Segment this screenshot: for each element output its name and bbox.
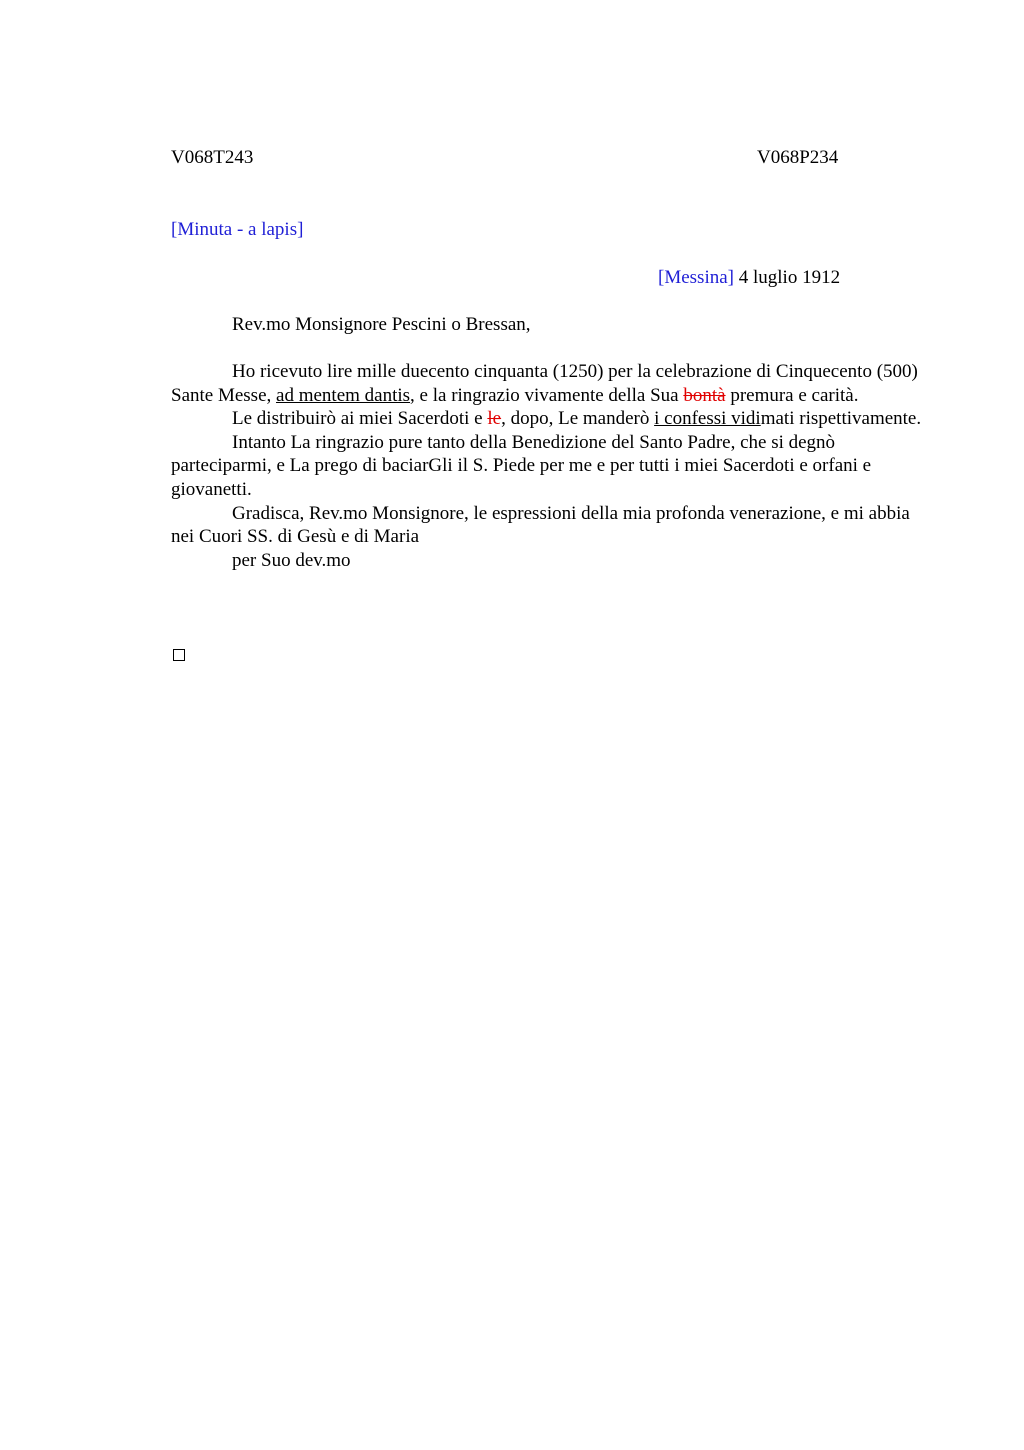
dateline: [658, 266, 840, 290]
dateline-place: [Messina]: [658, 267, 734, 288]
paragraph-2-text: Le distribuirò ai miei Sacerdoti e: [232, 408, 488, 430]
paragraph-2: [171, 407, 923, 431]
paragraph-3: Intanto La ringrazio pure tanto della Benedizione del Santo Padre, che si degnò parteciparmi, e La prego di baciarGli il S. Piede per me e per tutti i miei Sacerdoti e orfani e giovanetti.: [171, 431, 872, 500]
salutation: Rev.mo Monsignore Pescini o Bressan,: [232, 314, 531, 335]
underlined-phrase: ad mentem dantis: [276, 384, 411, 406]
document-code-left: V068T243: [171, 147, 254, 168]
paragraph-4: Gradisca, Rev.mo Monsignore, le espressioni della mia profonda venerazione, e mi abbia nei Cuori SS. di Gesù e di Maria: [171, 502, 910, 548]
letter-body: [171, 360, 923, 572]
paragraph-1-text-end: premura e carità.: [725, 384, 859, 406]
document-code-right: V068P234: [757, 147, 839, 168]
paragraph-2-text-end: mati rispettivamente.: [760, 408, 922, 430]
editorial-note: [Minuta - a lapis]: [171, 219, 304, 240]
closing-line: per Suo dev.mo: [232, 549, 351, 571]
deleted-word: le: [487, 408, 502, 430]
paragraph-2-text-continued: , dopo, Le manderò: [501, 408, 655, 430]
deleted-word: bontà: [683, 384, 726, 406]
paragraph-1-text-continued: , e la ringrazio vivamente della Sua: [410, 384, 684, 406]
dateline-date: 4 luglio 1912: [738, 267, 841, 288]
underlined-phrase: i confessi vidi: [654, 408, 761, 430]
paragraph-1: [171, 360, 923, 407]
empty-box-marker: [173, 649, 185, 661]
paragraph-1-text: Ho ricevuto lire mille duecento cinquanta (1250) per la celebrazione di Cinquecento (500) Sante Messe,: [171, 361, 918, 406]
